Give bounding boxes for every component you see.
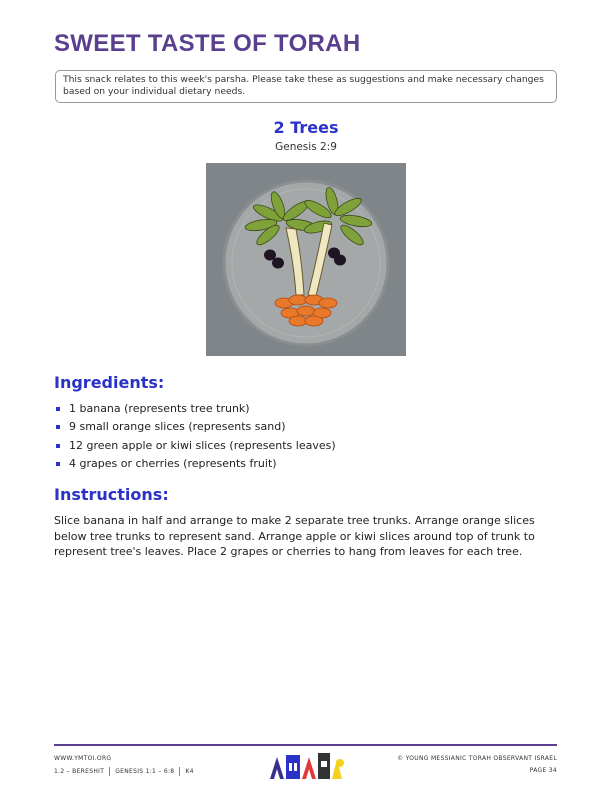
footer-series: 1.2 – BERESHIT bbox=[54, 768, 105, 775]
list-item: 1 banana (represents tree trunk) bbox=[54, 402, 336, 420]
ingredients-list bbox=[54, 402, 336, 475]
page-number: PAGE 34 bbox=[529, 767, 557, 774]
footer-lesson-info bbox=[54, 767, 194, 776]
instructions-heading: Instructions: bbox=[54, 485, 169, 504]
recipe-reference: Genesis 2:9 bbox=[275, 141, 337, 153]
footer-copyright: © YOUNG MESSIANIC TORAH OBSERVANT ISRAEL bbox=[397, 755, 557, 762]
note-text: This snack relates to this week's parsha. Please take these as suggestions and make necessary changes based on your individual dietary needs. bbox=[63, 74, 544, 97]
list-item: 9 small orange slices (represents sand) bbox=[54, 420, 336, 438]
list-item: 4 grapes or cherries (represents fruit) bbox=[54, 457, 336, 475]
bullet-icon bbox=[56, 425, 60, 429]
ymtoi-logo bbox=[268, 749, 348, 781]
footer-grade: K4 bbox=[185, 768, 194, 775]
bullet-icon bbox=[56, 462, 60, 466]
recipe-title: 2 Trees bbox=[273, 118, 339, 137]
footer-divider bbox=[54, 744, 557, 746]
bullet-icon bbox=[56, 444, 60, 448]
list-item: 12 green apple or kiwi slices (represents leaves) bbox=[54, 439, 336, 457]
footer-website[interactable]: WWW.YMTOI.ORG bbox=[54, 755, 112, 762]
instructions-text: Slice banana in half and arrange to make 2 separate tree trunks. Arrange orange slices below tree trunks to represent sand. Arrange apple or kiwi slices around top of trunk to represent tree's leaves. Place 2 grapes or cherries to hang from leaves for each tree. bbox=[54, 514, 535, 558]
recipe-photo bbox=[206, 163, 406, 356]
note-box bbox=[55, 70, 557, 103]
footer-portion: GENESIS 1:1 – 6:8 bbox=[115, 768, 175, 775]
page-title: SWEET TASTE OF TORAH bbox=[54, 30, 361, 57]
footer-separator bbox=[109, 767, 110, 776]
bullet-icon bbox=[56, 407, 60, 411]
footer-separator bbox=[179, 767, 180, 776]
ingredients-heading: Ingredients: bbox=[54, 373, 165, 392]
